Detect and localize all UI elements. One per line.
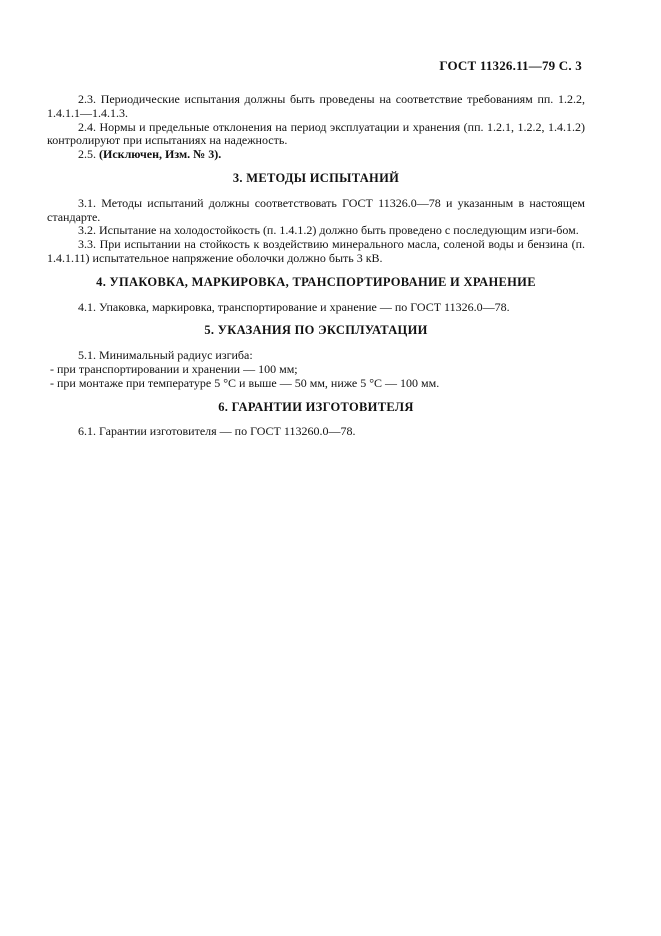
page-header: ГОСТ 11326.11—79 С. 3	[439, 58, 582, 73]
paragraph-2-5	[47, 148, 585, 162]
section-5-title: 5. УКАЗАНИЯ ПО ЭКСПЛУАТАЦИИ	[204, 323, 428, 338]
paragraph-6-1: 6.1. Гарантии изготовителя — по ГОСТ 113260.0—78.	[78, 424, 356, 439]
paragraph-2-4: 2.4. Нормы и предельные отклонения на период эксплуатации и хранения (пп. 1.2.1, 1.2.2, 1.4.1.2) контролируют при испытаниях на надежность.	[47, 119, 585, 148]
paragraph-3-1: 3.1. Методы испытаний должны соответствовать ГОСТ 11326.0—78 и указанным в настоящем стандарте.	[47, 195, 585, 224]
paragraph-2-5-number: 2.5.	[78, 147, 96, 162]
paragraph-2-5-text: (Исключен, Изм. № 3).	[99, 147, 222, 162]
list-item-mounting: - при монтаже при температуре 5 °С и выше — 50 мм, ниже 5 °С — 100 мм.	[50, 375, 440, 390]
paragraph-5-1: 5.1. Минимальный радиус изгиба:	[78, 348, 253, 363]
document-body	[47, 93, 585, 439]
paragraph-2-3: 2.3. Периодические испытания должны быть проведены на соответствие требованиям пп. 1.2.2, 1.4.1.1—1.4.1.3.	[47, 92, 585, 120]
list-item-transport: - при транспортировании и хранении — 100 мм;	[50, 361, 298, 376]
section-3-title: 3. МЕТОДЫ ИСПЫТАНИЙ	[232, 170, 400, 185]
paragraph-3-3: 3.3. При испытании на стойкость к воздействию минерального масла, соленой воды и бензина (п. 1.4.1.11) испытательное напряжение оболочки должно быть 3 кВ.	[47, 237, 585, 265]
section-6-title: 6. ГАРАНТИИ ИЗГОТОВИТЕЛЯ	[218, 399, 414, 414]
paragraph-3-2: 3.2. Испытание на холодостойкость (п. 1.4.1.2) должно быть проведено с последующим изги-бом.	[78, 223, 579, 238]
paragraph-4-1: 4.1. Упаковка, маркировка, транспортирование и хранение — по ГОСТ 11326.0—78.	[78, 299, 510, 314]
section-4-title: 4. УПАКОВКА, МАРКИРОВКА, ТРАНСПОРТИРОВАНИЕ И ХРАНЕНИЕ	[96, 274, 536, 289]
